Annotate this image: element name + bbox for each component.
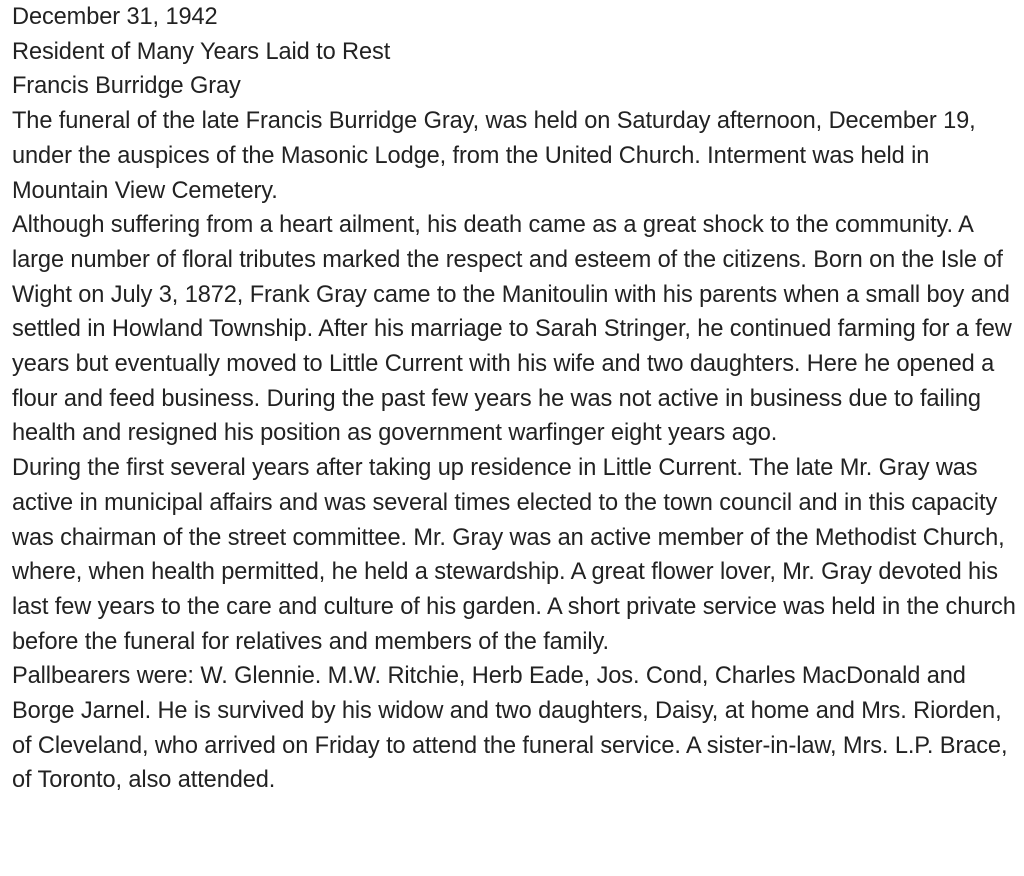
deceased-name: Francis Burridge Gray: [12, 73, 241, 100]
paragraph-biography: Although suffering from a heart ailment, his death came as a great shock to the community. A large number of floral tributes marked the respect and esteem of the citizens. Born on the Isle of Wight on July 3, 1872, Frank Gray came to the Manitoulin with his parents when a small boy and settled in Howland Township. After his marriage to Sarah Stringer, he continued farming for a few years but eventually moved to Little Current with his wife and two daughters. Here he opened a flour and feed business. During the past few years he was not active in business due to failing health and resigned his position as government warfinger eight years ago.: [12, 212, 1012, 447]
paragraph-civic-life: During the first several years after taking up residence in Little Current. The late Mr. Gray was active in municipal affairs and was several times elected to the town council and in this capacity was chairman of the street committee. Mr. Gray was an active member of the Methodist Church, where, when health permitted, he held a stewardship. A great flower lover, Mr. Gray devoted his last few years to the care and culture of his garden. A short private service was held in the church before the funeral for relatives and members of the family.: [12, 455, 1016, 655]
paragraph-pallbearers: Pallbearers were: W. Glennie. M.W. Ritchie, Herb Eade, Jos. Cond, Charles MacDonald and Borge Jarnel. He is survived by his widow and two daughters, Daisy, at home and Mrs. Riorden, of Cleveland, who arrived on Friday to attend the funeral service. A sister-in-law, Mrs. L.P. Brace, of Toronto, also attended.: [12, 663, 1008, 794]
article-date: December 31, 1942: [12, 4, 218, 30]
article-headline: Resident of Many Years Laid to Rest: [12, 38, 391, 65]
paragraph-funeral: The funeral of the late Francis Burridge Gray, was held on Saturday afternoon, December 19, under the auspices of the Masonic Lodge, from the United Church. Interment was held in Mountain View Cemetery.: [12, 108, 976, 204]
